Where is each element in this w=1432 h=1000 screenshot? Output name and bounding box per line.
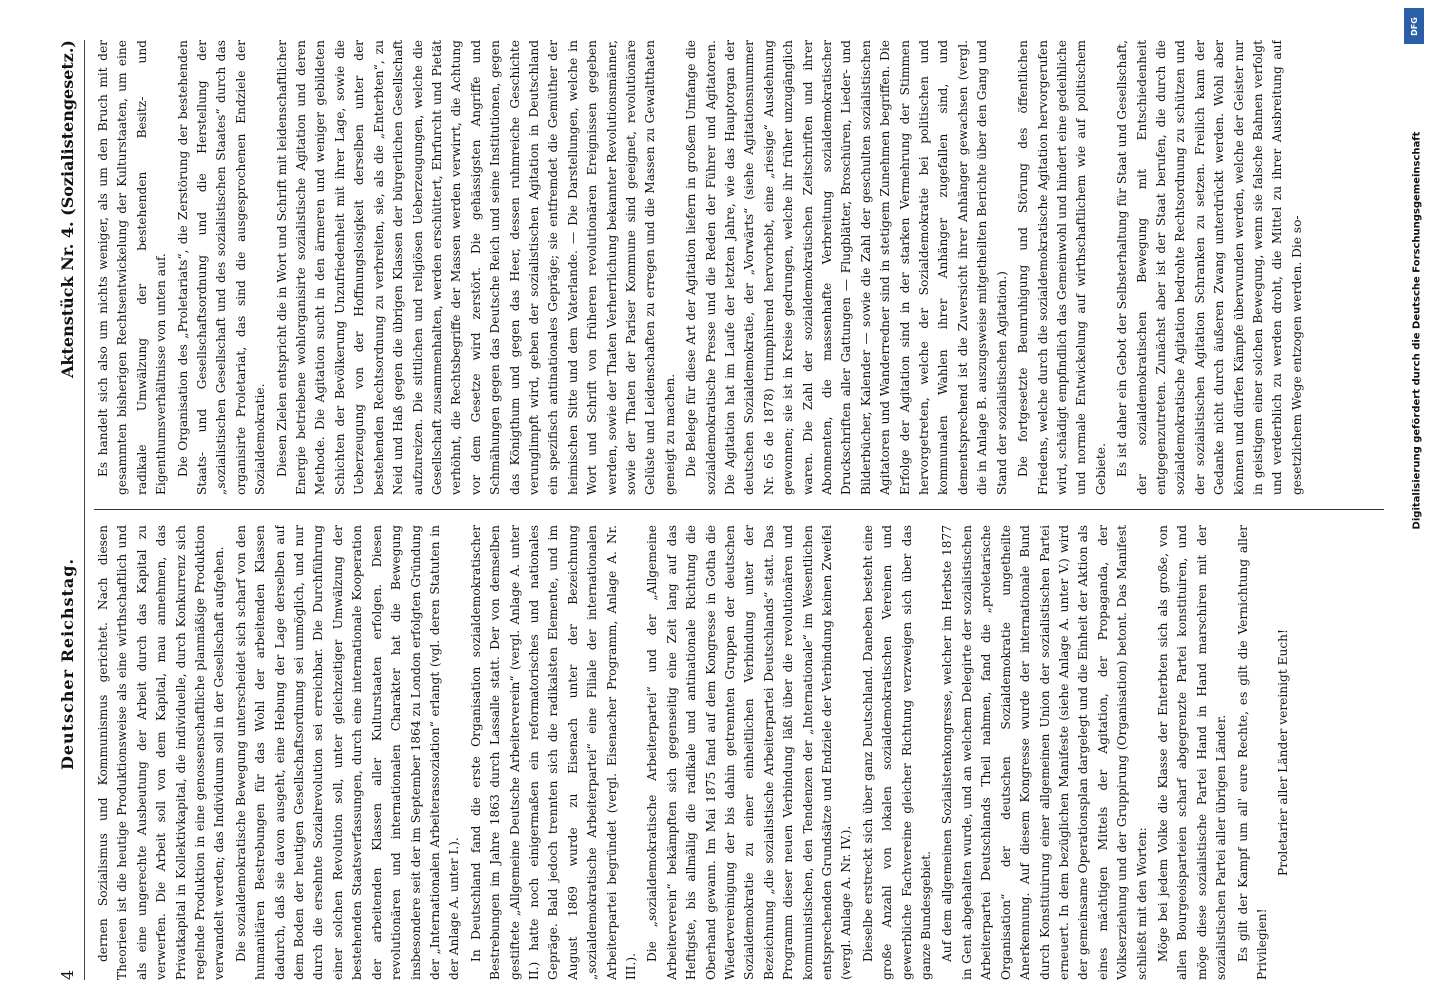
dfg-logo-text: DFG: [1409, 16, 1419, 36]
paragraph: dernen Sozialismus und Kommunismus gerichtet. Nach diesen Theorieen ist die heutige Produktionsweise als eine wirthschaftlich und als eine ungerechte Ausbeutung der Arbeit durch das Kapital zu verwerfen. Die Arbeit soll von dem Kapital, mau annehmen, das Privatkapital in Kollektivkapital, die individuelle, durch Konkurrenz sich regelnde Produktion in eine genossenschaftliche planmäßige Produktion verwandelt werden; das Individuum soll in der Gesellschaft aufgehen.: [96, 525, 227, 980]
digitization-note: [1406, 50, 1428, 610]
paragraph: Es handelt sich also um nichts weniger, als um den Bruch mit der gesammten bisherigen Rechtsentwickelung der Kulturstaaten, um eine radikale Umwälzung der bestehenden Besitz- und Eigenthumsverhältnisse von unten auf.: [96, 40, 169, 495]
closing-slogan: Proletarier aller Länder vereinigt Euch!: [1276, 629, 1291, 876]
paragraph: Die „sozialdemokratische Arbeiterpartei“ und der „Allgemeine Arbeiterverein“ bekämpften sich gegenseitig eine Zeit lang auf das Heftigste, bis allmälig die radikale und antinationale Richtung die Oberhand gewann. Im Mai 1875 fand auf dem Kongresse in Gotha die Wiedervereinigung der bis dahin getrennten Gruppen der deutschen Sozialdemokratie zu einer einheitlichen Verbindung unter der Bezeichnung „die sozialistische Arbeiterpartei Deutschlands“ statt. Das Programm dieser neuen Verbindung läßt über die revolutionären und kommunistischen, den Tendenzen der „Internationale“ im Wesentlichen entsprechenden Grundsätze und Endziele der Verbindung keinen Zweifel (vergl. Anlage A. Nr. IV.).: [645, 525, 854, 980]
publication-title: Deutscher Reichstag.: [57, 557, 77, 771]
page-number: 4: [57, 969, 77, 980]
paragraph: Auf dem allgemeinen Sozialistenkongresse, welcher im Herbste 1877 in Gent abgehalten wurde, und an welchem Delegirte der sozialistischen Arbeiterpartei Deutschlands Theil nahmen, fand die „proletarische Organisation“ der deutschen Sozialdemokratie ungetheilte Anerkennung. Auf diesem Kongresse wurde der internationale Bund durch Konstituirung einer allgemeinen Union der sozialistischen Partei erneuert. In dem bezüglichen Manifeste (siehe Anlage A. unter V.) wird der gemeinsame Operationsplan dargelegt und die Einheit der Aktion als eines mächtigen Mittels der Agitation, der Propaganda, der Volkserziehung und der Gruppirung (Organisation) betont. Das Manifest schließt mit den Worten:: [940, 525, 1149, 980]
rotated-document-page: [50, 40, 1390, 980]
paragraph: In Deutschland fand die erste Organisation sozialdemokratischer Bestrebungen im Jahre 1863 durch Lassalle statt. Der von demselben gestiftete „Allgemeine Deutsche Arbeiterverein“ (vergl. Anlage A. unter II.) hatte noch einigermaßen ein reformatorisches und nationales Gepräge. Bald jedoch trennten sich die radikalsten Elemente, und im August 1869 wurde zu Eisenach unter der Bezeichnung „sozialdemokratische Arbeiterpartei“ eine Filiale der internationalen Arbeiterpartei begründet (vergl. Eisenacher Programm, Anlage A. Nr. III.).: [468, 525, 638, 980]
digitization-note-text: Digitalisierung gefördert durch die Deutsche Forschungsgemeinschaft: [1411, 131, 1423, 529]
document-subtitle: Aktenstück Nr. 4. (Sozialistengesetz.): [57, 40, 77, 378]
paragraph: Möge bei jedem Volke die Klasse der Enterbten sich als große, von allen Bourgeoisparteien scharf abgegrenzte Partei konstituiren, und möge diese sozialistische Partei Hand in Hand marschiren mit der sozialistischen Partei aller übrigen Länder.: [1155, 525, 1229, 980]
left-text-column: [94, 525, 1384, 980]
paragraph: Die Organisation des „Proletariats“, die Zerstörung der bestehenden Staats- und Gesellschaftsordnung und die Herstellung der „sozialistischen Gesellschaft und des sozialistischen Staates“ durch das organisirte Proletariat, das sind die ausgesprochenen Endziele der Sozialdemokratie.: [175, 40, 268, 495]
page-header: [50, 40, 85, 980]
paragraph: Dieselbe erstreckt sich über ganz Deutschland. Daneben besteht eine große Anzahl von lokalen sozialdemokratischen Vereinen und gewerbliche Fachvereine gleicher Richtung verzweigen sich über das ganze Bundesgebiet.: [860, 525, 934, 980]
paragraph: Es ist daher ein Gebot der Selbsterhaltung für Staat und Gesellschaft, der sozialdemokratischen Bewegung mit Entschiedenheit entgegenzutreten. Zunächst aber ist der Staat berufen, die durch die sozialdemokratische Agitation bedrohte Rechtsordnung zu schützen und der sozialistischen Agitation Schranken zu setzen. Freilich kann der Gedanke nicht durch äußeren Zwang unterdrückt werden. Wohl aber können und dürfen Kämpfe überwunden werden, welche der Geister nur in geistigem einer solchen Bewegung, wenn sie falsche Bahnen verfolgt und verderblich zu werden droht, die Mittel zu ihrer Ausbreitung auf gesetzlichem Wege entzogen werden. Die so-: [1115, 40, 1304, 495]
paragraph: Die fortgesetzte Beunruhigung und Störung des öffentlichen Friedens, welche durch die sozialdemokratische Agitation hervorgerufen wird, schädigt empfindlich das Gemeinwohl und hindert eine gedeihliche und normale Entwickelung auf wirthschaftlichem wie auf politischem Gebiete.: [1016, 40, 1108, 495]
paragraph: Es gilt der Kampf um all' eure Rechte, es gilt die Vernichtung aller Privilegien!: [1235, 525, 1269, 980]
dfg-logo: [1404, 8, 1424, 44]
paragraph: Die sozialdemokratische Bewegung unterscheidet sich scharf von den humanitären Bestrebungen für das Wohl der arbeitenden Klassen dadurch, daß sie davon ausgeht, eine Hebung der Lage derselben auf dem Boden der heutigen Gesellschaftsordnung sei unmöglich, und nur durch die ersehnte Sozialrevolution sei erreichbar. Die Durchführung einer solchen Revolution soll, unter gleichzeitiger Umwälzung der bestehenden Staatsverfassungen, durch eine internationale Kooperation der arbeitenden Klassen aller Kulturstaaten erfolgen. Diesen revolutionären und internationalen Charakter hat die Bewegung insbesondere seit der im September 1864 zu London erfolgten Gründung der „Internationalen Arbeiterassoziation“ erlangt (vgl. deren Statuten in der Anlage A. unter I.).: [233, 525, 462, 980]
column-divider: [94, 509, 1384, 510]
right-text-column: [94, 40, 1384, 495]
paragraph: Diesen Zielen entspricht die in Wort und Schrift mit leidenschaftlicher Energie betriebene wohlorganisirte sozialistische Agitation und deren Methode. Die Agitation sucht in den ärmeren und weniger gebildeten Schichten der Bevölkerung Unzufriedenheit mit ihrer Lage, sowie die Ueberzeugung von der Hoffnungslosigkeit derselben unter der bestehenden Rechtsordnung zu verbreiten, sie, als die „Enterbten“, zu Neid und Haß gegen die übrigen Klassen der bürgerlichen Gesellschaft aufzureizen. Die sittlichen und religiösen Ueberzeugungen, welche die Gesellschaft zusammenhalten, werden erschüttert, Ehrfurcht und Pietät verhöhnt, die Rechtsbegriffe der Massen werden verwirrt, die Achtung vor dem Gesetze wird zerstört. Die gehässigsten Angriffe und Schmähungen gegen das Deutsche Reich und seine Institutionen, gegen das Königthum und gegen das Heer, dessen ruhmreiche Geschichte verunglimpft wird, geben der sozialistischen Agitation in Deutschland ein spezifisch antinationales Gepräge; sie entfremdet die Gemüther der heimischen Sitte und dem Vaterlande. — Die Darstellungen, welche in Wort und Schrift von früheren revolutionären Ereignissen gegeben werden, sowie der Thaten Verherrlichung bekannter Revolutionsmänner, sowie der Thaten der Pariser Kommune sind geeignet, revolutionäre Gelüste und Leidenschaften zu erregen und die Massen zu Gewaltthaten geneigt zu machen.: [274, 40, 677, 495]
paragraph: Die Belege für diese Art der Agitation liefern in großem Umfange die sozialdemokratische Presse und die Reden der Führer und Agitatoren. Die Agitation hat im Laufe der letzten Jahre, wie das Hauptorgan der deutschen Sozialdemokratie, der „Vorwärts“ (siehe Agitationsnummer Nr. 65 de 1878) triumphirend hervorhebt, eine „riesige“ Ausdehnung gewonnen; sie ist in Kreise gedrungen, welche ihr früher unzugänglich waren. Die Zahl der sozialdemokratischen Zeitschriften und ihrer Abonnenten, die massenhafte Verbreitung sozialdemokratischer Druckschriften aller Gattungen — Flugblätter, Broschüren, Lieder- und Bilderbücher, Kalender — sowie die Zahl der geschulten sozialistischen Agitatoren und Wanderredner sind in stetigem Zunehmen begriffen. Die Erfolge der Agitation sind in der starken Vermehrung der Stimmen hervorgetreten, welche der Sozialdemokratie bei politischen und kommunalen Wahlen ihrer Anhänger zugefallen sind, und dementsprechend ist die Zuversicht ihrer Anhänger gewachsen (vergl. die in Anlage B. auszugsweise mitgetheilten Berichte über den Gang und Stand der sozialistischen Agitation.): [684, 40, 1009, 495]
